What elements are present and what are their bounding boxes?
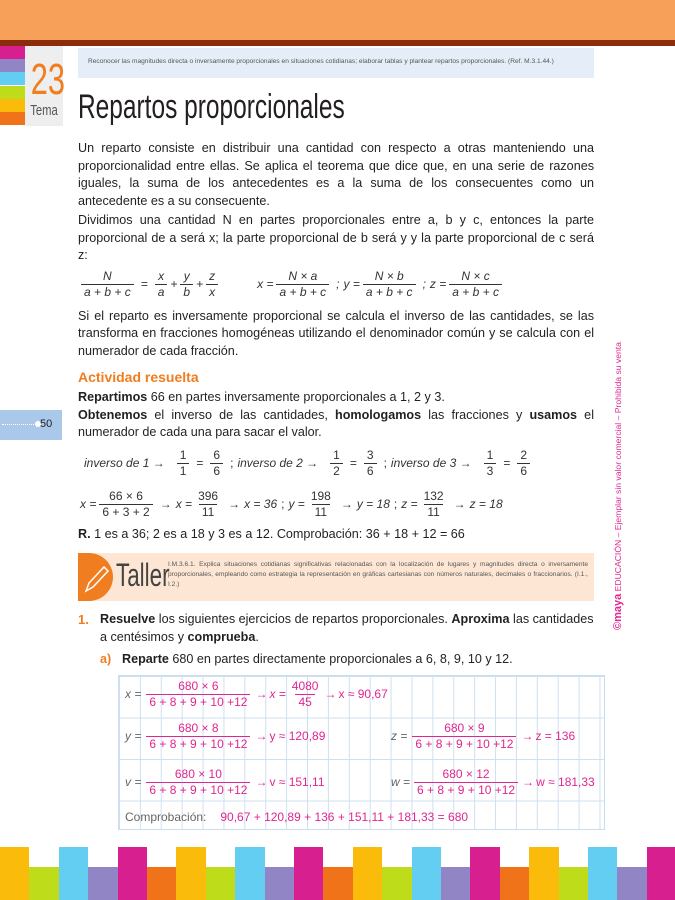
taller-label: Taller [116, 557, 170, 593]
top-banner [0, 0, 675, 40]
tema-label: Tema [30, 102, 58, 119]
color-bar [0, 847, 29, 900]
color-bar [147, 867, 176, 900]
main-column [78, 140, 594, 830]
color-bar [235, 847, 264, 900]
answer-grid [118, 675, 605, 830]
color-bar [88, 867, 117, 900]
color-bar [412, 847, 441, 900]
answer-y: y = $\frac{680 \times 8}{6 + 8 + 9 + 10 +12}$ → y ≈ 120,89 [125, 720, 326, 751]
color-bar [353, 847, 382, 900]
color-bar [382, 867, 411, 900]
taller-description: I.M.3.6.1. Explica situaciones cotidianas significativas relacionadas con la localización de lugares y magnitudes directa o inversamente proporcionales, empleando como estrategia la representación en gráficas cartesianas con números naturales, decimales o fraccionarios. (I.1., I.2.) [168, 561, 588, 588]
taller-box [78, 553, 594, 601]
solution-row: x = $\frac{66 \times 6}{6 + 3 + 2}$ → x = $\frac{396}{11}$ → x = 36 ; y = $\frac{198}{11}$ → y = 18 ; z = $\frac{132}{11}$ → z = 18 [80, 488, 503, 519]
color-bar [206, 867, 235, 900]
answer-w: w = $\frac{680 \times 12}{6 + 8 + 9 + 10 +12}$ → w ≈ 181,33 [391, 766, 595, 797]
objective-box: Reconocer las magnitudes directa o inversamente proporcionales en situaciones cotidianas; elaborar tablas y plantear repartos proporcionales. (Ref. M.3.1.44.) [78, 48, 594, 78]
activity-answer: R. 1 es a 36; 2 es a 18 y 3 es a 12. Comprobación: 36 + 18 + 12 = 66 [78, 526, 465, 541]
answer-check: Comprobación: 90,67 + 120,89 + 136 + 151,11 + 181,33 = 680 [125, 809, 469, 824]
color-bar [176, 847, 205, 900]
intro-paragraph-1: Un reparto consiste en distribuir una cantidad con respecto a otras manteniendo una proporcionalidad entre ellas. Se aplica el teorema que dice que, en una serie de razones iguales, la suma de los antecedentes es a la suma de los consecuentes como un antecedente es a su consecuente. [78, 141, 594, 208]
color-bar [294, 847, 323, 900]
color-bar [470, 847, 499, 900]
answer-z: z = $\frac{680 \times 9}{6 + 8 + 9 + 10 +12}$ → z = 136 [391, 720, 576, 751]
general-formula: $\frac{N}{a + b + c}$ = $\frac{x}{a}$ + $\frac{y}{b}$ + $\frac{z}{x}$ x = $\frac{N \times a}{a + b + c}$ ; y = $\frac{N \times b}{a + b + c}$ ; z = $\frac{N \times c}{a + b + c}$ [78, 269, 594, 300]
page-number: 50 [40, 418, 53, 430]
page-number-tab [0, 410, 62, 440]
top-rule [0, 40, 675, 46]
exercise-number: 1. [78, 612, 89, 627]
tema-number: 23 [30, 55, 65, 104]
pencil-icon [78, 553, 113, 601]
color-bar [441, 867, 470, 900]
color-bar [59, 847, 88, 900]
activity-line-2: Obtenemos el inverso de las cantidades, homologamos las fracciones y usamos el numerador de cada una para sacar el valor. [78, 407, 594, 439]
tema-badge [25, 46, 63, 126]
color-bar [647, 847, 675, 900]
color-bar [500, 867, 529, 900]
exercise-a [100, 651, 594, 669]
activity-line-1: Repartimos 66 en partes inversamente proporcionales a 1, 2 y 3. [78, 390, 445, 404]
exercise-a-label: a) [100, 652, 112, 666]
intro-paragraph-3: Si el reparto es inversamente proporcional se calcula el inverso de las cantidades, se las transforma en fracciones homogéneas utilizando el denominador común y se calcula con el numerador de cada fracción. [78, 308, 594, 358]
intro-paragraph-2: Dividimos una cantidad N en partes proporcionales entre a, b y c, entonces la parte proporcional de a será x; la parte proporcional de b será y y la parte proporcional de c será z: [78, 213, 594, 262]
exercise-instruction: Resuelve los siguientes ejercicios de repartos proporcionales. Aproxima las cantidades a centésimos y comprueba. [100, 612, 594, 644]
color-bar [559, 867, 588, 900]
color-bar [29, 867, 58, 900]
color-bar [265, 867, 294, 900]
answer-v: v = $\frac{680 \times 10}{6 + 8 + 9 + 10 +12}$ → v ≈ 151,11 [125, 766, 325, 797]
color-bar [323, 867, 352, 900]
exercise-a-text: Reparte 680 en partes directamente proporcionales a 6, 8, 9, 10 y 12. [122, 652, 513, 666]
color-bar [617, 867, 646, 900]
color-bar [588, 847, 617, 900]
side-copyright: ©maya EDUCACIÓN – Ejemplar sin valor comercial – Prohibida su venta [612, 342, 624, 630]
activity-heading: Actividad resuelta [78, 369, 199, 385]
page-title: Repartos proporcionales [78, 88, 345, 126]
color-bar [118, 847, 147, 900]
color-bar [529, 847, 558, 900]
exercise-1 [78, 611, 594, 646]
inverse-row: inverso de 1 → $\frac{1}{1}$ = $\frac{6}{6}$ ; inverso de 2 → $\frac{1}{2}$ = $\frac{3}{6}$ ; inverso de 3 → $\frac{1}{3}$ = $\frac{2}{6}$ [84, 448, 594, 479]
answer-x: x = $\frac{680 \times 6}{6 + 8 + 9 + 10 +12}$ → x = $\frac{4080}{45}$ → x ≈ 90,67 [125, 678, 388, 709]
